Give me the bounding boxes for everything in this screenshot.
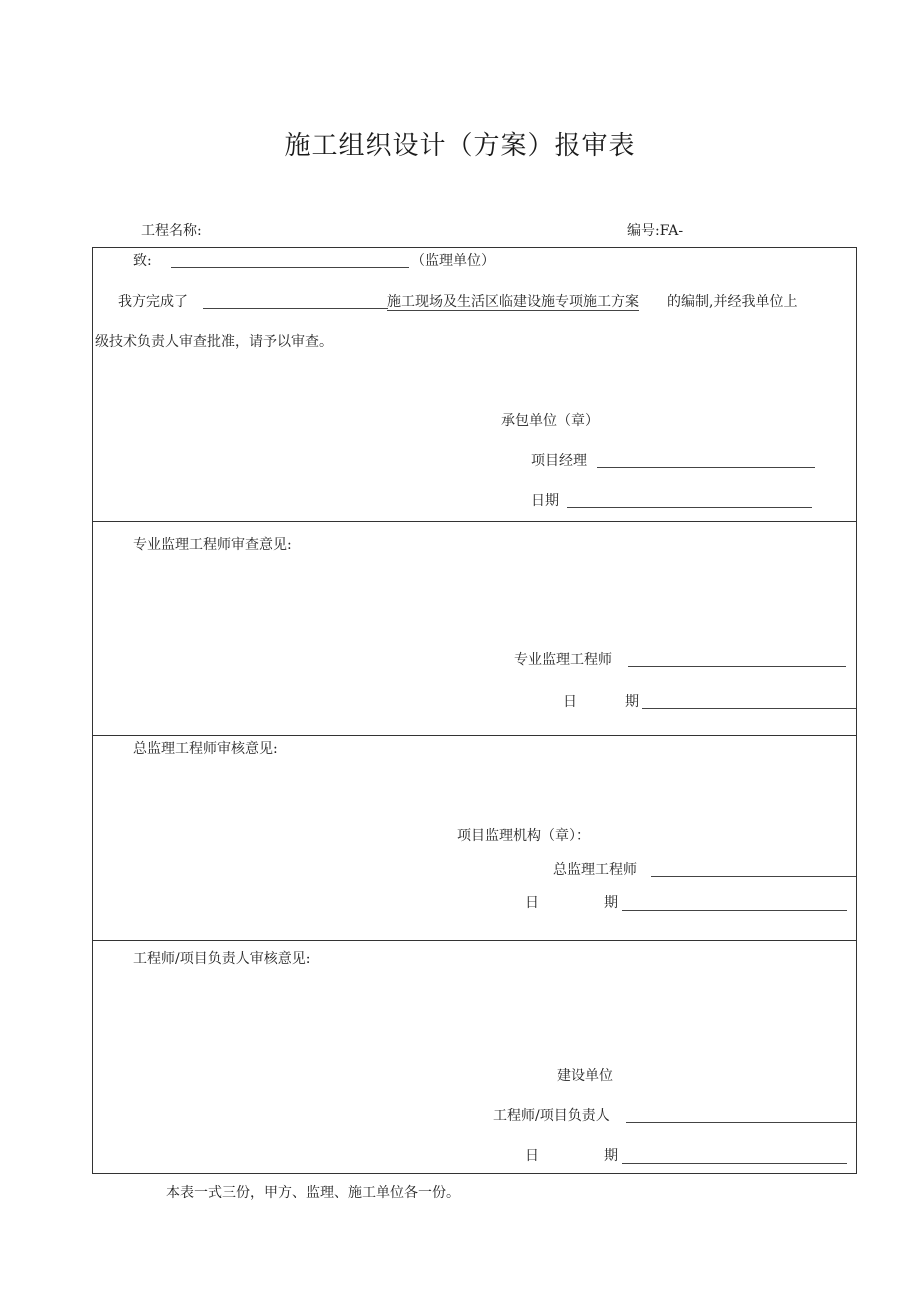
sentence-line2: 级技术负责人审查批准，请予以审查。 (95, 334, 333, 350)
supervisor-unit-label: （监理单位） (411, 253, 495, 269)
submission-section (92, 247, 857, 522)
project-manager-label: 项目经理 (531, 453, 587, 469)
project-manager-field[interactable] (597, 467, 815, 468)
owner-review-section (92, 940, 857, 1174)
form-number-label: 编号:FA- (627, 223, 684, 239)
chief-sign-label: 总监理工程师 (553, 862, 637, 878)
owner-engineer-field[interactable] (626, 1122, 856, 1123)
plan-name: 施工现场及生活区临建设施专项施工方案 (387, 294, 639, 310)
engineer-opinion-label: 专业监理工程师审查意见: (133, 537, 292, 553)
sentence-suffix: 的编制,并经我单位上 (667, 294, 798, 310)
contractor-seal-label: 承包单位（章） (501, 413, 599, 429)
to-label: 致: (133, 253, 152, 269)
engineer-sign-field[interactable] (628, 666, 846, 667)
date-char-qi: 期 (604, 1148, 618, 1164)
supervision-org-label: 项目监理机构（章）： (457, 828, 590, 844)
owner-opinion-label: 工程师/项目负责人审核意见: (133, 951, 311, 967)
owner-engineer-label: 工程师/项目负责人 (493, 1108, 610, 1124)
date-char-ri: 日 (563, 694, 577, 710)
engineer-date-field[interactable] (642, 708, 856, 709)
date-label: 日期 (531, 493, 559, 509)
owner-date-field[interactable] (622, 1163, 847, 1164)
owner-unit-label: 建设单位 (557, 1068, 613, 1084)
supervisor-unit-field[interactable] (171, 267, 409, 268)
engineer-sign-label: 专业监理工程师 (514, 652, 612, 668)
chief-review-section (92, 735, 857, 941)
date-char-qi: 期 (625, 694, 639, 710)
chief-date-field[interactable] (622, 910, 847, 911)
date-char-ri: 日 (525, 1148, 539, 1164)
sentence-prefix: 我方完成了 (118, 294, 188, 310)
engineer-review-section (92, 521, 857, 736)
date-field[interactable] (567, 507, 812, 508)
plan-blank-field[interactable] (203, 308, 388, 309)
date-char-ri: 日 (525, 895, 539, 911)
form-title: 施工组织设计（方案）报审表 (284, 131, 636, 161)
date-char-qi: 期 (604, 895, 618, 911)
project-name-label: 工程名称: (141, 223, 202, 239)
footer-note: 本表一式三份，甲方、监理、施工单位各一份。 (166, 1185, 460, 1201)
chief-sign-field[interactable] (651, 876, 856, 877)
chief-opinion-label: 总监理工程师审核意见: (133, 741, 278, 757)
